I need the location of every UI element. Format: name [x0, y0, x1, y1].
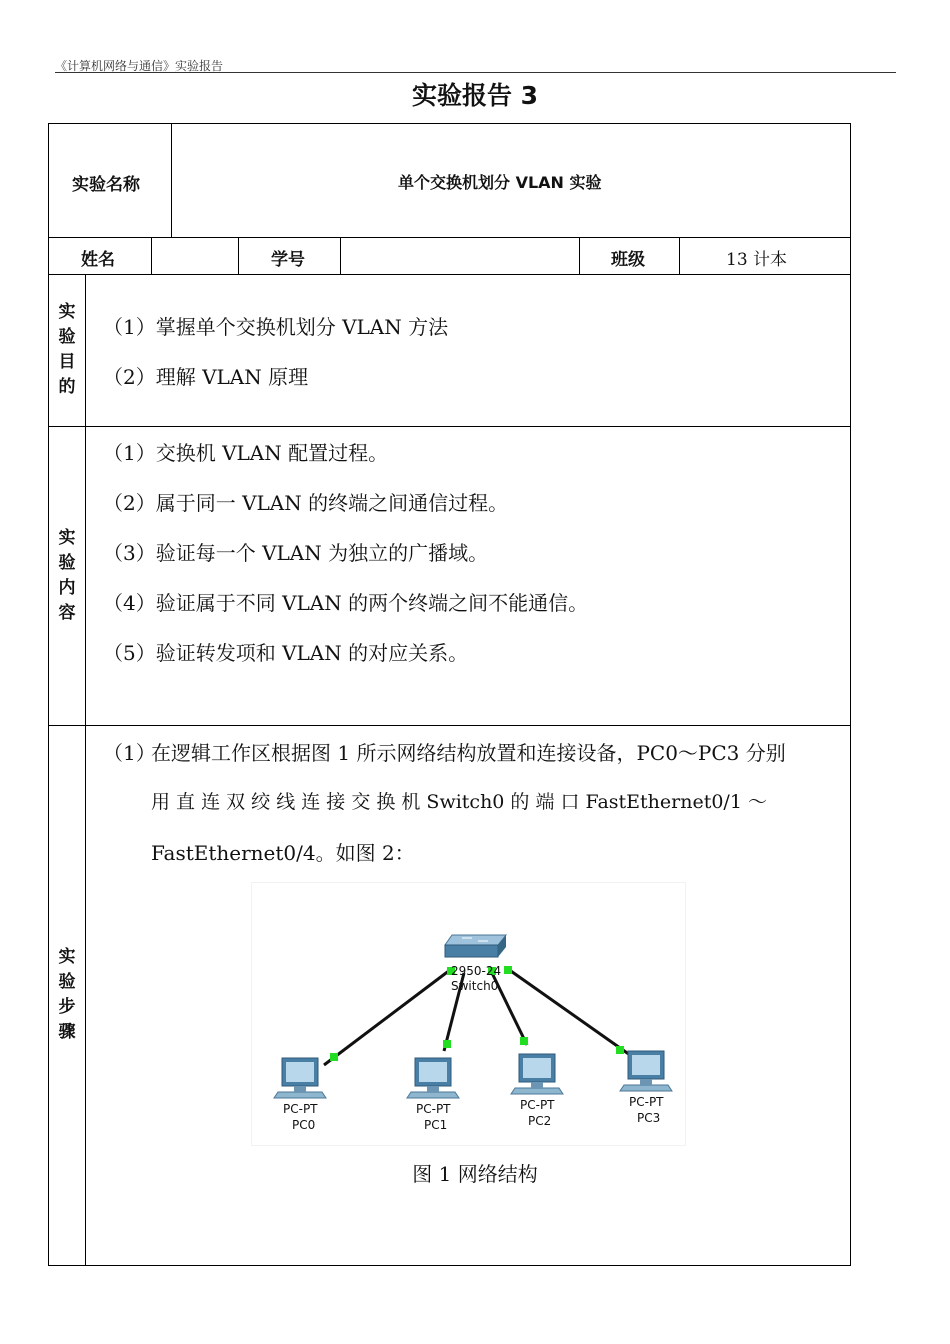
divider	[238, 237, 239, 275]
running-header: 《计算机网络与通信》实验报告	[55, 59, 224, 73]
experiment-name-value: 单个交换机划分 VLAN 实验	[398, 173, 602, 192]
switch-name-label: Switch0	[451, 979, 499, 993]
report-title: 实验报告 3	[411, 81, 539, 110]
pc-type-label: PC-PT	[283, 1102, 318, 1116]
divider	[48, 237, 851, 238]
divider	[48, 725, 851, 726]
content-item: （2）属于同一 VLAN 的终端之间通信过程。	[103, 491, 509, 515]
port-indicator	[330, 1053, 338, 1061]
step-line: 用 直 连 双 绞 线 连 接 交 换 机 Switch0 的 端 口 FastEthernet0/1 ～	[151, 791, 767, 813]
divider	[340, 237, 341, 275]
divider	[579, 237, 580, 275]
student-name-label: 姓名	[81, 250, 115, 270]
student-id-label: 学号	[271, 250, 305, 270]
divider	[151, 237, 152, 275]
switch-icon	[445, 935, 506, 957]
class-label: 班级	[611, 250, 645, 270]
divider	[48, 426, 851, 427]
content-label: 实 验 内 容	[58, 528, 76, 623]
pc-type-label: PC-PT	[520, 1098, 555, 1112]
content-item: （4）验证属于不同 VLAN 的两个终端之间不能通信。	[103, 591, 589, 615]
divider	[171, 123, 172, 238]
divider	[48, 274, 851, 275]
pc-name-label: PC2	[528, 1114, 552, 1128]
pc-icon	[511, 1054, 563, 1094]
pc-name-label: PC0	[292, 1118, 316, 1132]
pc-type-label: PC-PT	[629, 1095, 664, 1109]
steps-label: 实 验 步 骤	[58, 947, 76, 1042]
pc-name-label: PC1	[424, 1118, 448, 1132]
pc-icon	[274, 1058, 326, 1098]
link-pc0	[324, 970, 450, 1065]
experiment-name-label: 实验名称	[72, 175, 140, 195]
pc-icon	[620, 1051, 672, 1091]
step-line: 在逻辑工作区根据图 1 所示网络结构放置和连接设备，PC0～PC3 分别	[151, 741, 786, 765]
divider	[679, 237, 680, 275]
content-item: （3）验证每一个 VLAN 为独立的广播域。	[103, 541, 489, 565]
class-value: 13 计本	[726, 250, 788, 270]
port-indicator	[616, 1046, 624, 1054]
content-item: （1）交换机 VLAN 配置过程。	[103, 441, 389, 465]
pc-type-label: PC-PT	[416, 1102, 451, 1116]
step-number: （1）	[103, 741, 156, 765]
purpose-item: （2）理解 VLAN 原理	[103, 365, 309, 389]
purpose-item: （1）掌握单个交换机划分 VLAN 方法	[103, 315, 449, 339]
purpose-label: 实 验 目 的	[58, 302, 76, 397]
figure-caption: 图 1 网络结构	[412, 1162, 538, 1186]
switch-model-label: 2950-24	[451, 964, 502, 978]
header-rule	[55, 72, 896, 73]
divider	[85, 274, 86, 1266]
port-indicator	[520, 1037, 528, 1045]
step-line: FastEthernet0/4。如图 2：	[151, 841, 415, 865]
content-item: （5）验证转发项和 VLAN 的对应关系。	[103, 641, 469, 665]
pc-name-label: PC3	[637, 1111, 661, 1125]
port-indicator	[443, 1040, 451, 1048]
network-diagram	[251, 882, 686, 1146]
port-indicator	[504, 966, 512, 974]
pc-icon	[407, 1058, 459, 1098]
